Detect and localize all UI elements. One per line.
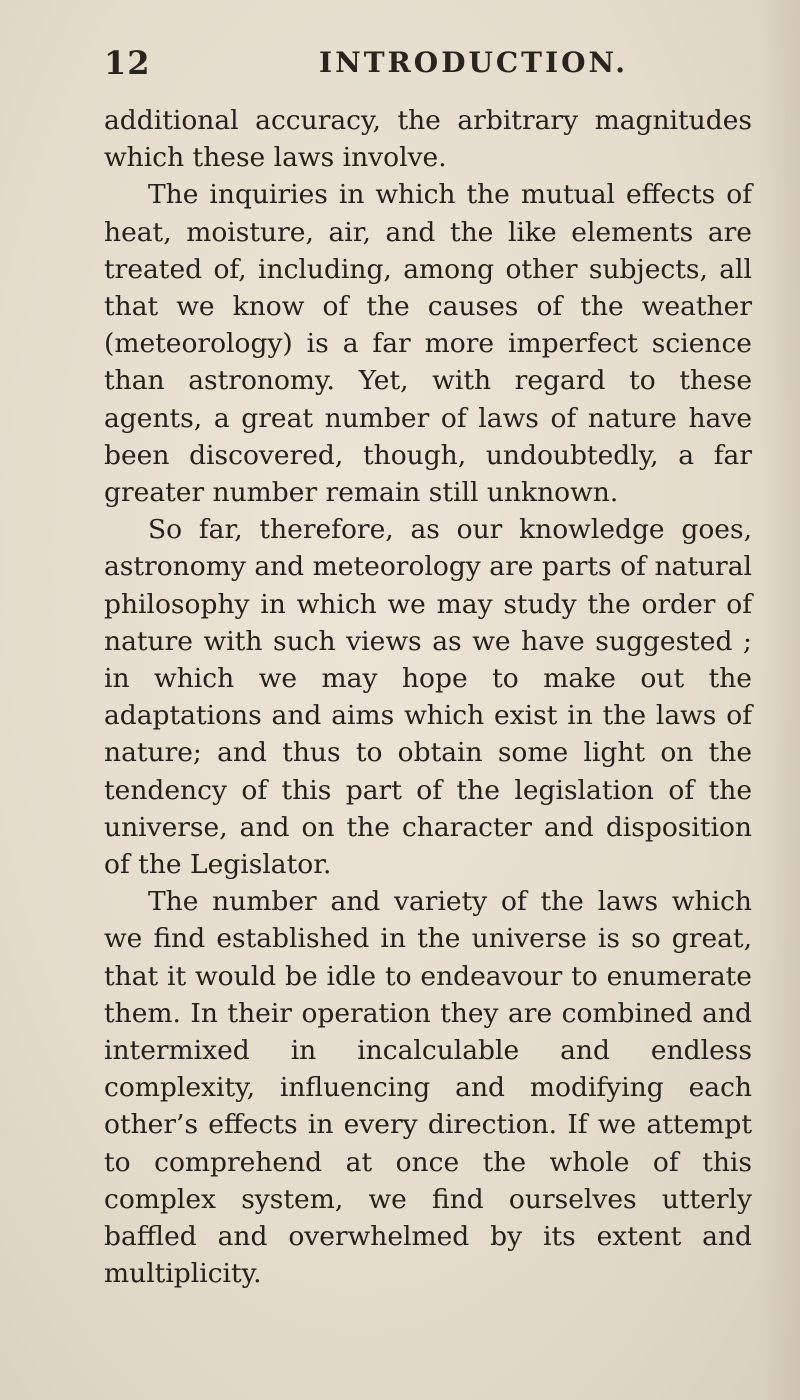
paragraph-knowledge: So far, therefore, as our knowledge goes, astronomy and meteorology are parts of natural philosophy in which we may study the order of nature with such views as we have suggested ; in which we may hope to make out the adaptations and aims which exist in the laws of nature; and thus to obtain some light on the tendency of this part of the legislation of the universe, and on the character and disposition of the Legislator. [104, 514, 752, 881]
page-edge-shadow [760, 0, 800, 1400]
body-text [104, 102, 752, 1293]
page-number: 12 [104, 44, 151, 82]
paragraph-continuation: additional accuracy, the arbitrary magnitudes which these laws involve. [104, 105, 752, 174]
running-head-title: INTRODUCTION. [319, 46, 629, 79]
paragraph-laws-variety: The number and variety of the laws which we find established in the universe is so great, that it would be idle to endeavour to enumerate them. In their operation they are combined and intermixed in incalculable and endless complexity, influencing and modifying each other’s effects in every direction. If we attempt to comprehend at once the whole of this complex system, we find ourselves utterly baffled and overwhelmed by its extent and multiplicity. [104, 886, 752, 1290]
running-head [104, 44, 744, 94]
paragraph-meteorology: The inquiries in which the mutual effects of heat, moisture, air, and the like elements are treated of, including, among other subjects, all that we know of the causes of the weather (meteorology) is a far more imperfect science than astronomy. Yet, with regard to these agents, a great number of laws of nature have been discovered, though, undoubtedly, a far greater number remain still unknown. [104, 179, 752, 509]
